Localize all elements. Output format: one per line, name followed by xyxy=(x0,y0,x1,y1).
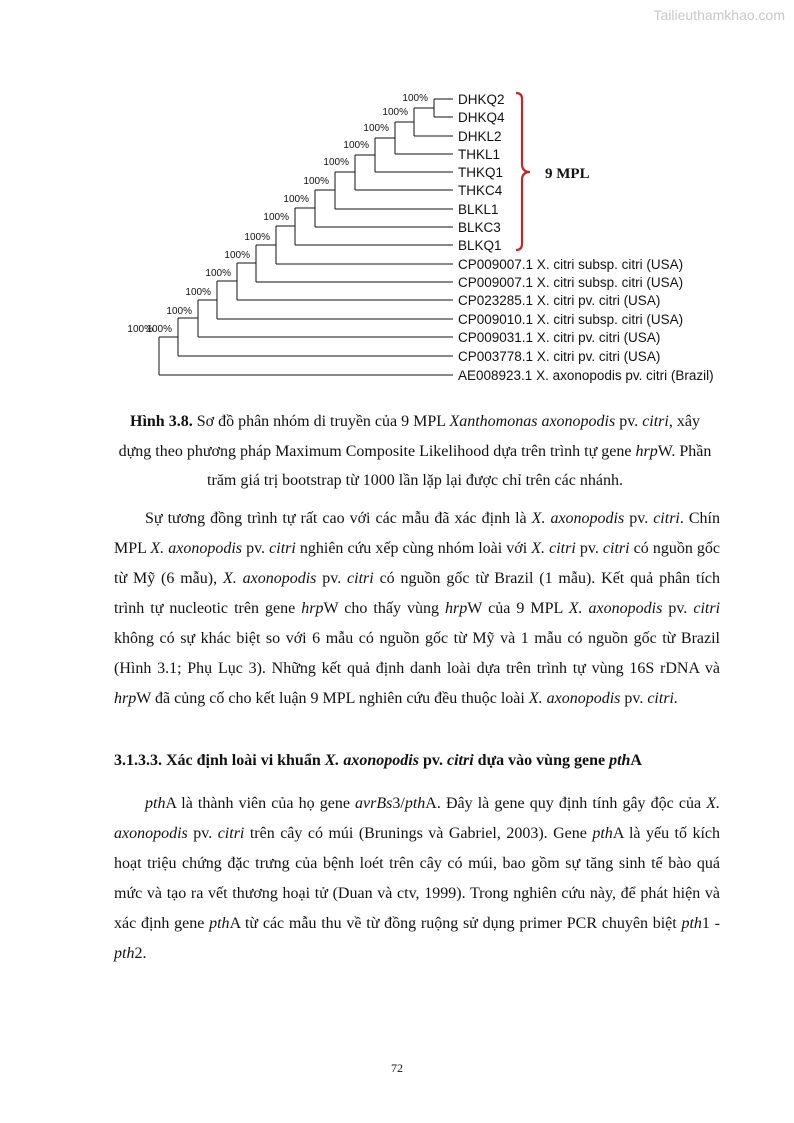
leaf-label: DHKQ4 xyxy=(458,110,505,125)
bootstrap-label: 100% xyxy=(402,93,428,104)
bootstrap-label: 100% xyxy=(166,306,192,317)
bootstrap-label: 100% xyxy=(363,123,389,134)
leaf-label: THKL1 xyxy=(458,147,501,162)
leaf-label: CP003778.1 X. citri pv. citri (USA) xyxy=(458,349,661,364)
leaf-label: CP023285.1 X. citri pv. citri (USA) xyxy=(458,293,661,308)
phylogenetic-tree xyxy=(0,0,794,400)
tree-branches xyxy=(159,99,453,375)
group-label: 9 MPL xyxy=(545,166,590,182)
leaf-label: CP009007.1 X. citri subsp. citri (USA) xyxy=(458,275,684,290)
leaf-label: BLKL1 xyxy=(458,202,499,217)
leaf-label: CP009007.1 X. citri subsp. citri (USA) xyxy=(458,257,684,272)
bootstrap-label: 100% xyxy=(323,157,349,168)
bootstrap-label: 100% xyxy=(283,194,309,205)
leaf-label: THKC4 xyxy=(458,183,503,198)
figure-caption: Hình 3.8. Sơ đồ phân nhóm di truyền của 9 MPL Xanthomonas axonopodis pv. citri, xây dựng theo phương pháp Maximum Composite Likelihood dựa trên trình tự gene hrpW. Phần trăm giá trị bootstrap từ 1000 lần lặp lại được chỉ trên các nhánh. xyxy=(118,413,712,489)
paragraph-1: Sự tương đồng trình tự rất cao với các mẫu đã xác định là X. axonopodis pv. citri. Chín MPL X. axonopodis pv. citri nghiên cứu xếp cùng nhóm loài với X. citri pv. citri có nguồn gốc từ Mỹ (6 mẫu), X. axonopodis pv. citri có nguồn gốc từ Brazil (1 mẫu). Kết quả phân tích trình tự nucleotic trên gene hrpW cho thấy vùng hrpW của 9 MPL X. axonopodis pv. citri không có sự khác biệt so với 6 mẫu có nguồn gốc từ Mỹ và 1 mẫu có nguồn gốc từ Brazil (Hình 3.1; Phụ Lục 3). Những kết quả định danh loài dựa trên trình tự vùng 16S rDNA và hrpW đã củng cố cho kết luận 9 MPL nghiên cứu đều thuộc loài X. axonopodis pv. citri. xyxy=(114,510,721,707)
leaf-label: BLKQ1 xyxy=(458,238,502,253)
section-heading: 3.1.3.3. Xác định loài vi khuẩn X. axonopodis pv. citri dựa vào vùng gene pthA xyxy=(114,752,642,769)
leaf-label: BLKC3 xyxy=(458,220,501,235)
leaf-label: CP009010.1 X. citri subsp. citri (USA) xyxy=(458,312,684,327)
bootstrap-label: 100% xyxy=(303,176,329,187)
bootstrap-label: 100% xyxy=(127,324,153,335)
bootstrap-label: 100% xyxy=(244,232,270,243)
group-bracket xyxy=(516,93,530,250)
leaf-label: THKQ1 xyxy=(458,165,504,180)
bootstrap-label: 100% xyxy=(185,287,211,298)
bootstrap-label: 100% xyxy=(205,268,231,279)
leaf-label: CP009031.1 X. citri pv. citri (USA) xyxy=(458,330,661,345)
bootstrap-label: 100% xyxy=(343,140,369,151)
bootstrap-label: 100% xyxy=(382,107,408,118)
watermark: Tailieuthamkhao.com xyxy=(653,7,785,23)
paragraph-2: pthA là thành viên của họ gene avrBs3/pthA. Đây là gene quy định tính gây độc của X. axonopodis pv. citri trên cây có múi (Brunings và Gabriel, 2003). Gene pthA là yếu tố kích hoạt triệu chứng đặc trưng của bệnh loét trên cây có múi, bao gồm sự tăng sinh tế bào quá mức và tạo ra vết thương hoại tử (Duan và ctv, 1999). Trong nghiên cứu này, để phát hiện và xác định gene pthA từ các mẫu thu về từ đồng ruộng sử dụng primer PCR chuyên biệt pth1 - pth2. xyxy=(114,795,721,962)
bootstrap-label: 100% xyxy=(224,250,250,261)
leaf-label: AE008923.1 X. axonopodis pv. citri (Brazil) xyxy=(458,368,714,383)
leaf-label: DHKL2 xyxy=(458,129,502,144)
bootstrap-labels xyxy=(127,93,428,335)
bootstrap-label: 100% xyxy=(263,212,289,223)
leaf-label: DHKQ2 xyxy=(458,92,505,107)
bootstrap-label: 100% xyxy=(146,324,172,335)
page-number: 72 xyxy=(391,1061,403,1075)
leaf-labels xyxy=(458,92,714,383)
